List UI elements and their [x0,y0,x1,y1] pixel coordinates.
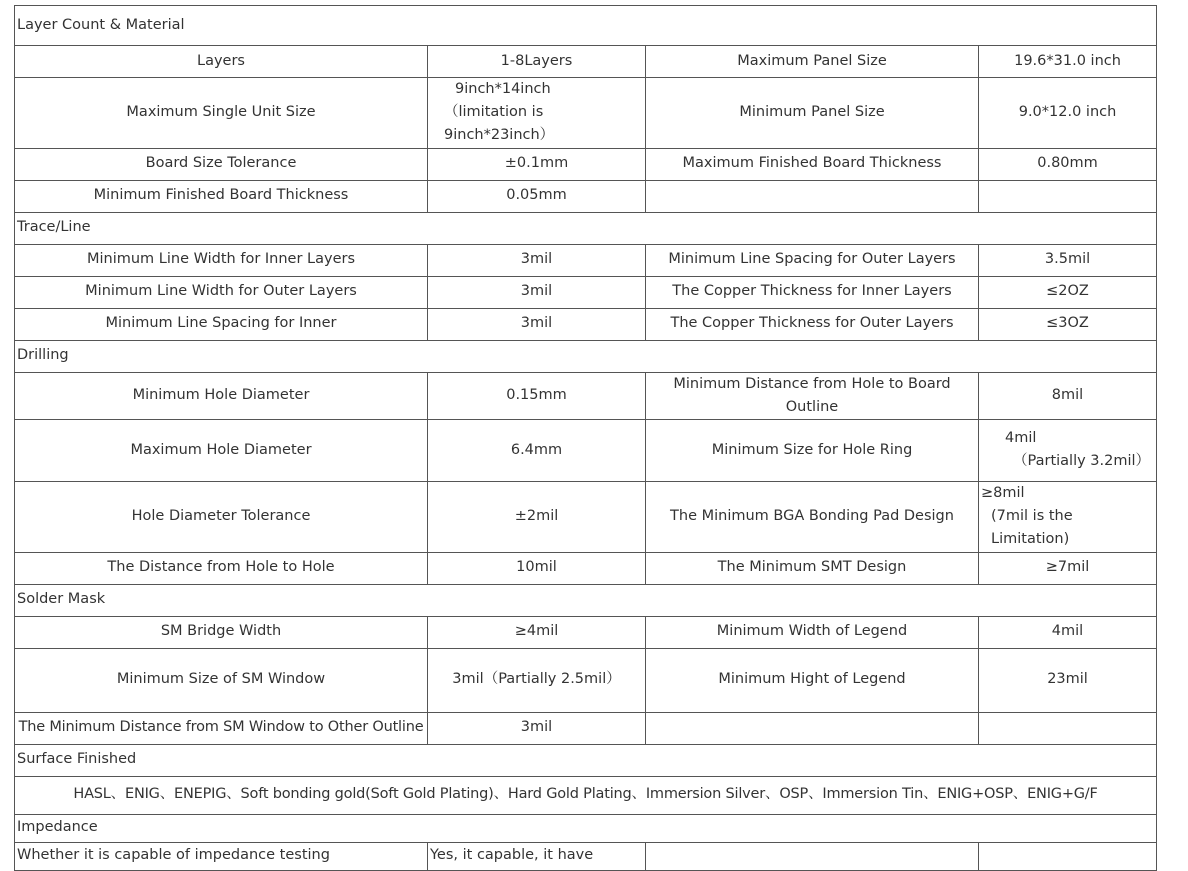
cell-empty [646,842,979,870]
cell-label: Minimum Finished Board Thickness [15,180,428,212]
cell-label: The Minimum SMT Design [646,552,979,584]
cell-label: Minimum Line Width for Inner Layers [15,244,428,276]
cell-label: Maximum Single Unit Size [15,78,428,149]
section-row [15,6,1157,46]
table-row [15,244,1157,276]
cell-value [979,481,1157,552]
cell-label: The Copper Thickness for Inner Layers [646,276,979,308]
cell-value: ±2mil [428,481,646,552]
table-row [15,712,1157,744]
section-title-solder-mask: Solder Mask [15,584,1157,616]
cell-label: Minimum Size of SM Window [15,648,428,712]
cell-label: The Minimum BGA Bonding Pad Design [646,481,979,552]
cell-empty [646,712,979,744]
cell-value: 3mil（Partially 2.5mil） [428,648,646,712]
cell-value: 3mil [428,276,646,308]
cell-value: ≤2OZ [979,276,1157,308]
cell-label: Whether it is capable of impedance testing [15,842,428,870]
section-title-layer: Layer Count & Material [15,6,1157,46]
cell-label: Minimum Line Spacing for Inner [15,308,428,340]
cell-value: 10mil [428,552,646,584]
cell-value [428,78,646,149]
cell-empty [979,180,1157,212]
cell-label: Minimum Panel Size [646,78,979,149]
section-title-surface-finished: Surface Finished [15,744,1157,776]
cell-value: Yes, it capable, it have [428,842,646,870]
cell-value: 23mil [979,648,1157,712]
table-row [15,308,1157,340]
cell-label: Minimum Size for Hole Ring [646,419,979,481]
cell-value: 3mil [428,712,646,744]
capability-table [14,5,1157,871]
cell-value: 8mil [979,372,1157,419]
table-row [15,419,1157,481]
cell-label: Minimum Width of Legend [646,616,979,648]
cell-value: 4mil [979,616,1157,648]
cell-label: Layers [15,46,428,78]
section-row [15,814,1157,842]
cell-value: ≤3OZ [979,308,1157,340]
cell-value-line: (7mil is the Limitation) [991,508,1073,548]
cell-value: 3mil [428,244,646,276]
cell-value: 6.4mm [428,419,646,481]
cell-label: The Minimum Distance from SM Window to Other Outline [15,712,428,744]
cell-value: ≥7mil [979,552,1157,584]
cell-value-line: 4mil [1005,430,1037,447]
section-row [15,584,1157,616]
table-row [15,372,1157,419]
cell-label: Board Size Tolerance [15,148,428,180]
table-row [15,616,1157,648]
cell-value: ±0.1mm [428,148,646,180]
cell-value: ≥4mil [428,616,646,648]
cell-empty [979,842,1157,870]
table-row [15,648,1157,712]
table-row [15,776,1157,814]
cell-label: Minimum Distance from Hole to Board Outline [646,372,979,419]
table-row [15,148,1157,180]
cell-label: The Distance from Hole to Hole [15,552,428,584]
section-row [15,340,1157,372]
table-row [15,276,1157,308]
cell-value: 0.05mm [428,180,646,212]
cell-label: Maximum Hole Diameter [15,419,428,481]
cell-value: 19.6*31.0 inch [979,46,1157,78]
cell-empty [979,712,1157,744]
cell-label: SM Bridge Width [15,616,428,648]
table-row [15,552,1157,584]
cell-value: 0.80mm [979,148,1157,180]
cell-label: The Copper Thickness for Outer Layers [646,308,979,340]
cell-value: 9.0*12.0 inch [979,78,1157,149]
section-title-drilling: Drilling [15,340,1157,372]
cell-label: Maximum Panel Size [646,46,979,78]
cell-label: Minimum Line Width for Outer Layers [15,276,428,308]
cell-value [979,419,1157,481]
cell-value-line: ≥8mil [981,484,1025,501]
surface-finish-list: HASL、ENIG、ENEPIG、Soft bonding gold(Soft Gold Plating)、Hard Gold Plating、Immersion Silver、OSP、Immersion Tin、ENIG+OSP、ENIG+G/F [15,776,1157,814]
table-row [15,481,1157,552]
section-row [15,744,1157,776]
section-title-impedance: Impedance [15,814,1157,842]
cell-label: Minimum Hole Diameter [15,372,428,419]
cell-label: Minimum Line Spacing for Outer Layers [646,244,979,276]
cell-value: 3mil [428,308,646,340]
cell-label: Minimum Hight of Legend [646,648,979,712]
cell-label: Hole Diameter Tolerance [15,481,428,552]
cell-value-line: （Partially 3.2mil） [1013,453,1151,470]
cell-value: 3.5mil [979,244,1157,276]
cell-empty [646,180,979,212]
cell-label: Maximum Finished Board Thickness [646,148,979,180]
table-row [15,180,1157,212]
cell-value: 0.15mm [428,372,646,419]
table-row [15,78,1157,149]
cell-value: 1-8Layers [428,46,646,78]
section-row [15,212,1157,244]
section-title-trace: Trace/Line [15,212,1157,244]
cell-value-line: （limitation is 9inch*23inch） [444,104,555,144]
table-row [15,842,1157,870]
cell-value-line: 9inch*14inch [455,81,551,97]
table-row [15,46,1157,78]
